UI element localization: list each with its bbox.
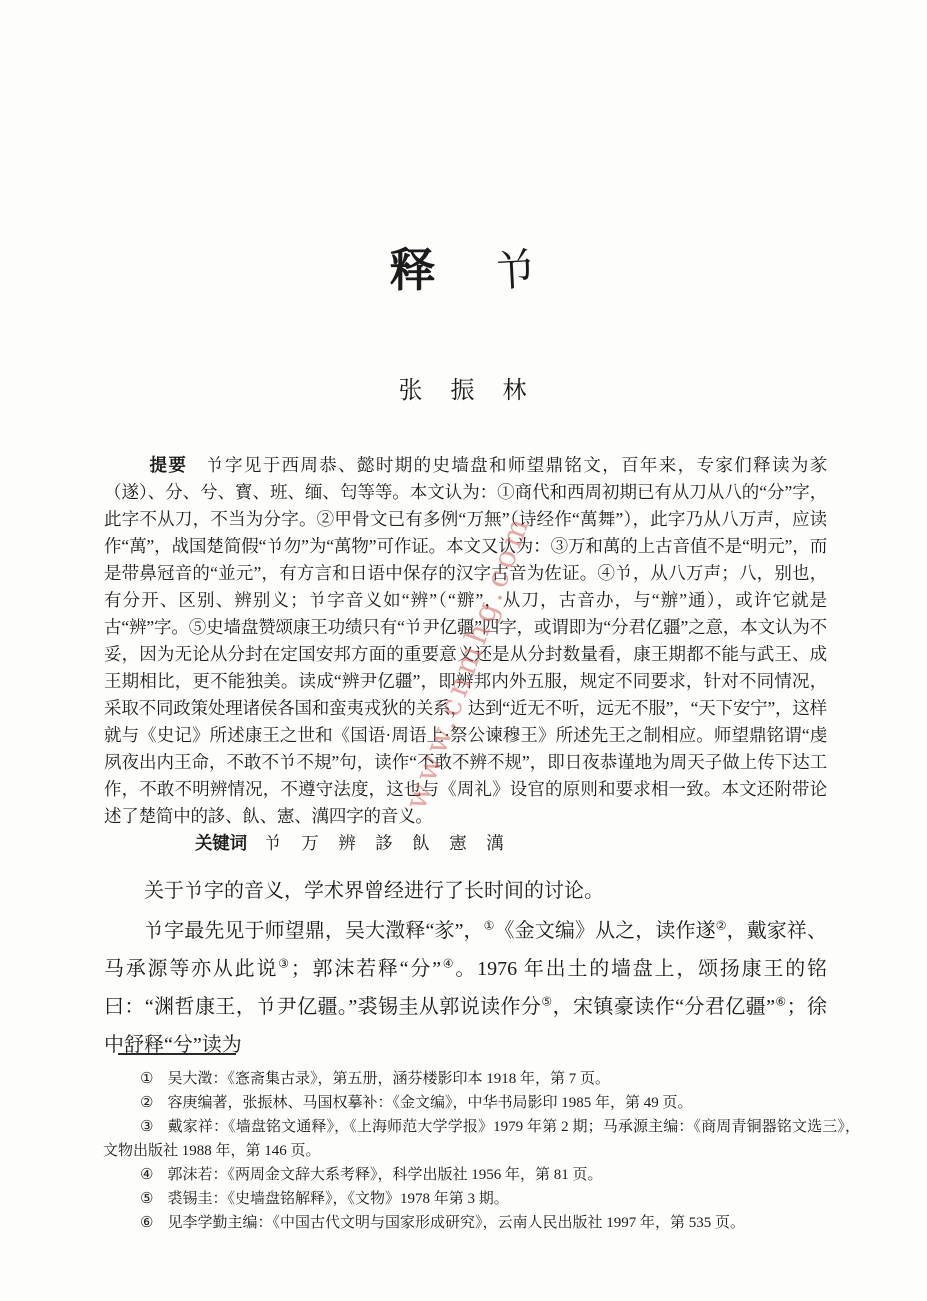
article-title bbox=[0, 246, 927, 297]
footnote-ref-6: ⑥ bbox=[774, 994, 787, 1009]
footnote bbox=[103, 1188, 860, 1212]
body-paragraph-2 bbox=[104, 912, 827, 1064]
title-glyph-fen-icon: 兯 bbox=[492, 244, 539, 297]
footnote-marker: ③ bbox=[140, 1119, 154, 1135]
footnote-marker: ⑤ bbox=[140, 1190, 154, 1207]
text-run: ，戴家祥、马承源等亦从此说 bbox=[104, 920, 828, 980]
abstract-text: 兯字见于西周恭、懿时期的史墙盘和师望鼎铭文，百年来，专家们释读为㒸（遂）、分、兮、寳、班、缅、匄等等。本文认为：①商代和西周初期已有从刀从八的“分”字，此字不从刀，不当为分字。②甲骨文已有多例“万無”（诗经作“萬舞”），此字乃从八万声，应读作“萬”，战国楚简假“兯勿”为“萬物”可作证。本文又认为：③万和萬的上古音值不是“明元”，而是带鼻冠音的“並元”，有方言和日语中保存的汉字古音为佐证。④兯，从八万声；八，别也，有分开、区别、辨别义；兯字音义如“辨”（“辧”，从刀，古音办，与“辦”通），或许它就是古“辨”字。⑤史墙盘赞颂康王功绩只有“兯尹亿疆”四字，或谓即为“分君亿疆”之意，本文认为不妥，因为无论从分封在定国安邦方面的重要意义还是从分封数量看，康王期都不能与武王、成王期相比，更不能独美。读成“辨尹亿疆”，即辨邦内外五服，规定不同要求，针对不同情况，采取不同政策处理诸侯各国和蛮夷戎狄的关系，达到“近无不听，远无不服”，“天下安宁”，这样就与《史记》所述康王之世和《国语·周语上·祭公谏穆王》所述先王之制相应。师望鼎铭谓“虔夙夜出内王命，不敢不兯不規”句，读作“不敢不辨不规”，即日夜恭谨地为周天子做上传下达工作，不敢不明辨情况，不遵守法度，这也与《周礼》设官的原则和要求相一致。本文还附带论述了楚简中的誃、飤、憲、澫四字的音义。 bbox=[104, 455, 827, 826]
author-byline: 张 振 林 bbox=[398, 378, 529, 404]
footnote-text: 裘锡圭：《史墙盘铭解释》，《文物》1978 年第 3 期。 bbox=[167, 1190, 509, 1207]
footnote bbox=[103, 1164, 860, 1188]
footnote-ref-1: ① bbox=[483, 918, 495, 933]
text-run: 《金文编》从之，读作遂 bbox=[494, 920, 716, 942]
abstract-section bbox=[104, 452, 827, 857]
footnotes-section bbox=[103, 1068, 860, 1236]
footnote-text: 容庚编著，张振林、马国权摹补：《金文编》，中华书局影印 1985 年，第 49 页。 bbox=[167, 1095, 693, 1111]
footnote-text: 戴家祥：《墙盘铭文通释》，《上海师范大学学报》1979 年第 2 期；马承源主编：《商周青铜器铭文选三》，文物出版社 1988 年，第 146 页。 bbox=[103, 1119, 860, 1159]
footnote-marker: ④ bbox=[140, 1166, 154, 1183]
footnote-text: 见李学勤主编：《中国古代文明与国家形成研究》，云南人民出版社 1997 年，第 535 页。 bbox=[167, 1214, 745, 1231]
keywords-label: 关键词 bbox=[195, 833, 247, 853]
keywords-line bbox=[104, 830, 827, 857]
text-run: 兯字最先见于师望鼎，吴大澂释“㒸”， bbox=[144, 920, 484, 942]
text-run: ，宋镇豪读作“分君亿疆” bbox=[552, 996, 775, 1018]
main-text bbox=[104, 872, 827, 1064]
footnote-text: 吴大澂：《愙斋集古录》，第五册，涵芬楼影印本 1918 年，第 7 页。 bbox=[167, 1071, 610, 1087]
text-run: ；徐中舒释“兮”读为 bbox=[104, 996, 827, 1056]
footnote-ref-5: ⑤ bbox=[541, 994, 553, 1009]
text-run: 。1976 年出土的墙盘上，颂扬康王的铭曰：“渊哲康王，兯尹亿疆。”裘锡圭从郭说读作分 bbox=[104, 958, 828, 1018]
title-char-shi: 释 bbox=[389, 245, 436, 296]
footnote-marker: ② bbox=[140, 1095, 154, 1111]
footnote bbox=[103, 1092, 860, 1116]
footnote-ref-2: ② bbox=[715, 918, 727, 933]
body-paragraph-1: 关于兯字的音义，学术界曾经进行了长时间的讨论。 bbox=[144, 880, 604, 902]
footnote-text: 郭沫若：《两周金文辞大系考释》，科学出版社 1956 年，第 81 页。 bbox=[167, 1166, 603, 1183]
abstract-label: 提要 bbox=[149, 455, 188, 475]
footnote bbox=[103, 1068, 860, 1092]
footnote-separator bbox=[118, 1053, 236, 1055]
footnote bbox=[103, 1212, 860, 1236]
text-run: ；郭沫若释“分” bbox=[290, 958, 441, 980]
footnote bbox=[103, 1116, 860, 1163]
abstract-paragraph bbox=[104, 452, 827, 830]
footnote-marker: ① bbox=[140, 1071, 154, 1087]
footnote-ref-3: ③ bbox=[278, 956, 291, 971]
footnote-marker: ⑥ bbox=[140, 1214, 154, 1231]
keywords-list: 兯 万 辨 誃 飤 憲 澫 bbox=[264, 833, 505, 853]
site-watermark: www.cnmhg.com bbox=[398, 509, 538, 815]
footnote-ref-4: ④ bbox=[441, 956, 456, 971]
